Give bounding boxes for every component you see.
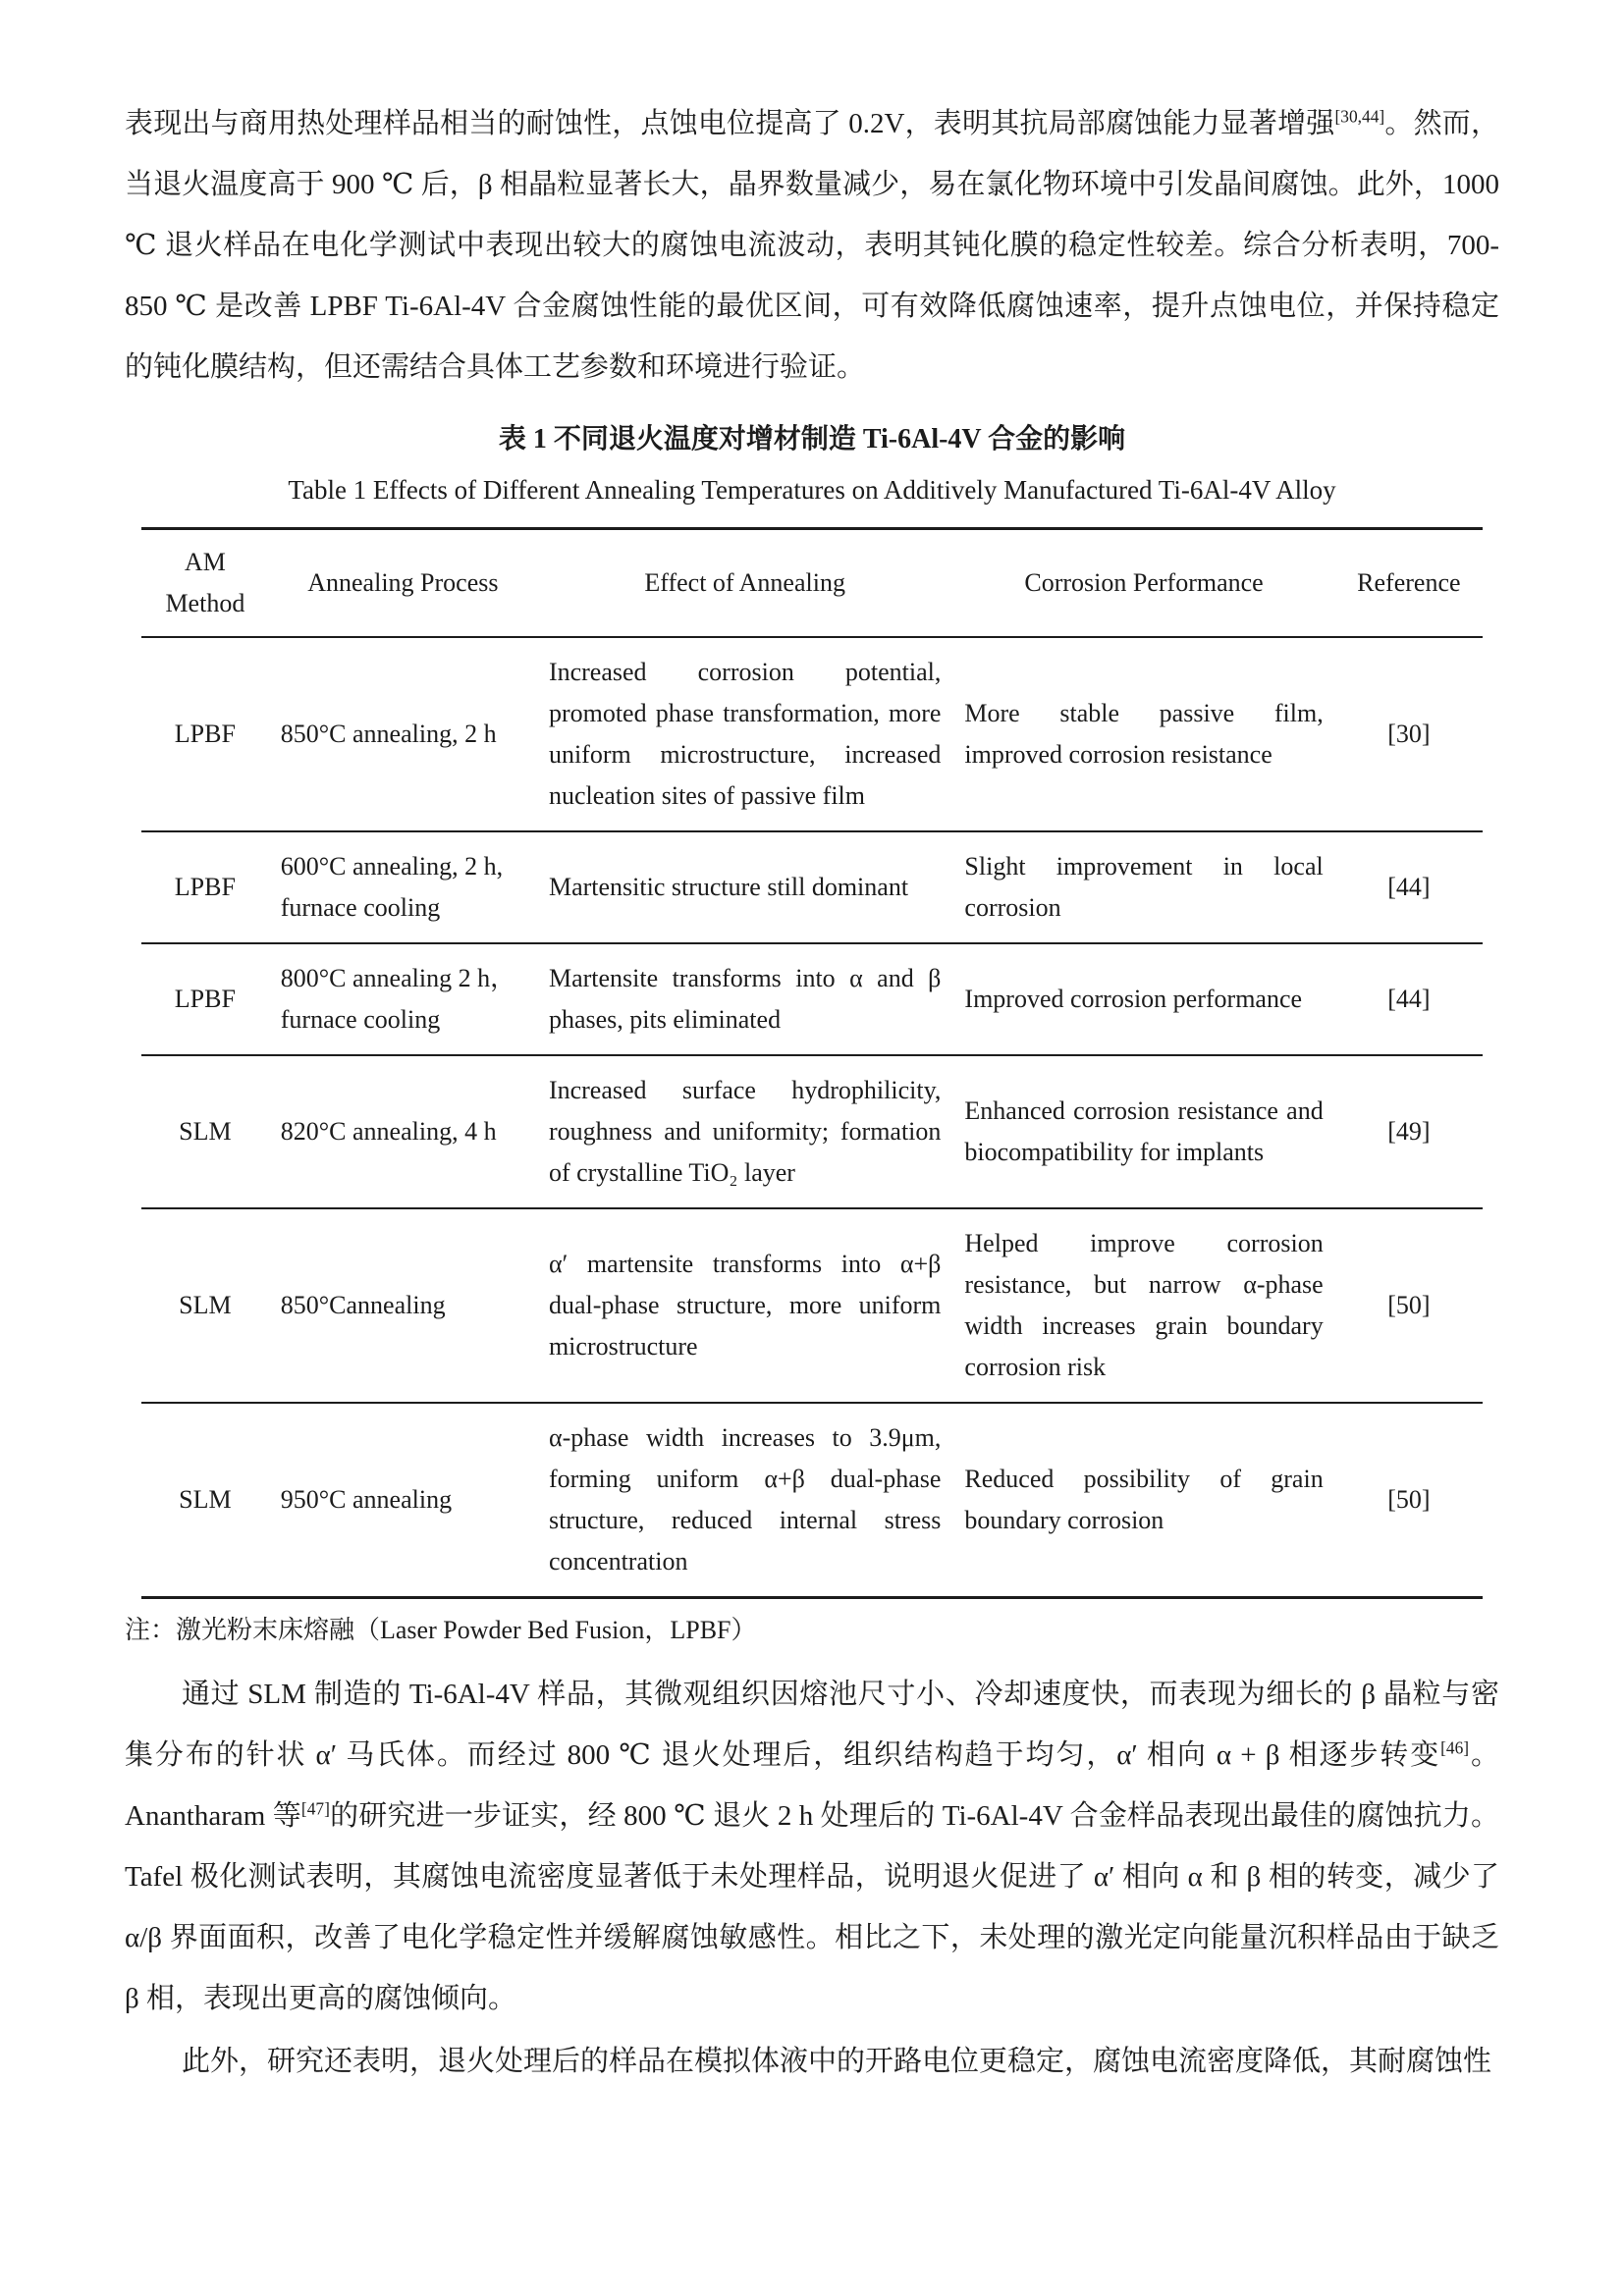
cell-reference: [44] <box>1387 985 1431 1013</box>
cell-annealing-process: 820°C annealing, 4 h <box>280 1117 497 1146</box>
cell-reference: [30] <box>1387 720 1431 748</box>
header-effect-of-annealing: Effect of Annealing <box>644 568 845 597</box>
table-row <box>141 831 1483 943</box>
cell-corrosion: More stable passive film, improved corrosion resistance <box>964 699 1324 769</box>
annealing-effects-table <box>141 527 1483 1599</box>
header-corrosion-performance: Corrosion Performance <box>1024 568 1264 597</box>
header-reference: Reference <box>1357 568 1461 597</box>
cell-annealing-process: 850°Cannealing <box>280 1291 446 1319</box>
citation-ref: [46] <box>1440 1737 1470 1758</box>
cell-corrosion: Reduced possibility of grain boundary corrosion <box>964 1465 1324 1534</box>
text-segment: 。然而，当退火温度高于 900 ℃ 后，β 相晶粒显著长大，晶界数量减少，易在氯化物环境中引发晶间腐蚀。此外，1000 ℃ 退火样品在电化学测试中表现出较大的腐蚀电流波动，表明其钝化膜的稳定性较差。综合分析表明，700-850 ℃ 是改善 LPBF Ti-6Al-4V 合金腐蚀性能的最优区间，可有效降低腐蚀速率，提升点蚀电位，并保持稳定的钝化膜结构，但还需结合具体工艺参数和环境进行验证。 <box>125 108 1499 383</box>
text-segment: 通过 SLM 制造的 Ti-6Al-4V 样品，其微观组织因熔池尺寸小、冷却速度快，而表现为细长的 β 晶粒与密集分布的针状 α′ 马氏体。而经过 800 ℃ 退火处理后，组织结构趋于均匀，α′ 相向 α + β 相逐步转变 <box>125 1679 1499 1771</box>
cell-annealing-process: 850°C annealing, 2 h <box>280 720 497 748</box>
cell-reference: [44] <box>1387 873 1431 901</box>
cell-am-method: SLM <box>179 1291 232 1319</box>
cell-corrosion: Enhanced corrosion resistance and biocompatibility for implants <box>964 1096 1324 1166</box>
text-segment: 。Anantharam 等 <box>125 1739 1499 1832</box>
citation-ref: [30,44] <box>1334 106 1385 127</box>
cell-corrosion: Helped improve corrosion resistance, but narrow α-phase width increases grain boundary corrosion risk <box>964 1229 1324 1381</box>
cell-reference: [50] <box>1387 1485 1431 1514</box>
cell-effect: Martensitic structure still dominant <box>548 873 909 901</box>
cell-am-method: SLM <box>179 1117 232 1146</box>
cell-annealing-process: 800°C annealing 2 h，furnace cooling <box>280 964 516 1034</box>
cell-am-method: LPBF <box>174 985 236 1013</box>
cell-annealing-process: 600°C annealing, 2 h, furnace cooling <box>280 852 504 922</box>
citation-ref: [47] <box>300 1798 330 1819</box>
table-row <box>141 637 1483 831</box>
cell-am-method: LPBF <box>174 873 236 901</box>
cell-effect: Increased surface hydrophilicity, roughness and uniformity; formation of crystalline TiO₂ layer <box>548 1076 942 1187</box>
table-caption-en: Table 1 Effects of Different Annealing Temperatures on Additively Manufactured Ti-6Al-4V Alloy <box>288 475 1336 505</box>
cell-reference: [49] <box>1387 1117 1431 1146</box>
cell-corrosion: Slight improvement in local corrosion <box>964 852 1324 922</box>
table-row <box>141 943 1483 1055</box>
cell-effect: α-phase width increases to 3.9μm, forming uniform α+β dual-phase structure, reduced internal stress concentration <box>548 1423 942 1575</box>
cell-am-method: LPBF <box>174 720 236 748</box>
paragraph-additional-findings <box>125 2031 1499 2092</box>
text-segment: 的研究进一步证实，经 800 ℃ 退火 2 h 处理后的 Ti-6Al-4V 合金样品表现出最佳的腐蚀抗力。Tafel 极化测试表明，其腐蚀电流密度显著低于未处理样品，说明退火促进了 α′ 相向 α 和 β 相的转变，减少了 α/β 界面面积，改善了电化学稳定性并缓解腐蚀敏感性。相比之下，未处理的激光定向能量沉积样品由于缺乏 β 相，表现出更高的腐蚀倾向。 <box>125 1800 1499 2014</box>
table-row <box>141 1208 1483 1403</box>
cell-effect: Increased corrosion potential, promoted phase transformation, more uniform microstructure, increased nucleation sites of passive film <box>548 658 942 810</box>
text-segment: 此外，研究还表明，退火处理后的样品在模拟体液中的开路电位更稳定，腐蚀电流密度降低，其耐腐蚀性 <box>182 2046 1492 2077</box>
cell-am-method: SLM <box>179 1485 232 1514</box>
table-header-row <box>141 529 1483 638</box>
table-note: 注：激光粉末床熔融（Laser Powder Bed Fusion，LPBF） <box>125 1616 757 1644</box>
paragraph-corrosion-summary <box>125 93 1499 398</box>
cell-effect: α′ martensite transforms into α+β dual-phase structure, more uniform microstructure <box>548 1250 942 1361</box>
header-annealing-process: Annealing Process <box>307 568 499 597</box>
paragraph-slm-microstructure <box>125 1664 1499 2029</box>
table-row <box>141 1403 1483 1598</box>
cell-annealing-process: 950°C annealing <box>280 1485 453 1514</box>
table-caption-zh: 表 1 不同退火温度对增材制造 Ti-6Al-4V 合金的影响 <box>498 424 1126 454</box>
cell-effect: Martensite transforms into α and β phases, pits eliminated <box>548 964 942 1034</box>
cell-reference: [50] <box>1387 1291 1431 1319</box>
cell-corrosion: Improved corrosion performance <box>964 985 1303 1013</box>
text-segment: 表现出与商用热处理样品相当的耐蚀性，点蚀电位提高了 0.2V，表明其抗局部腐蚀能力显著增强 <box>125 108 1335 139</box>
table-row <box>141 1055 1483 1208</box>
header-am-method: AM Method <box>165 548 245 617</box>
